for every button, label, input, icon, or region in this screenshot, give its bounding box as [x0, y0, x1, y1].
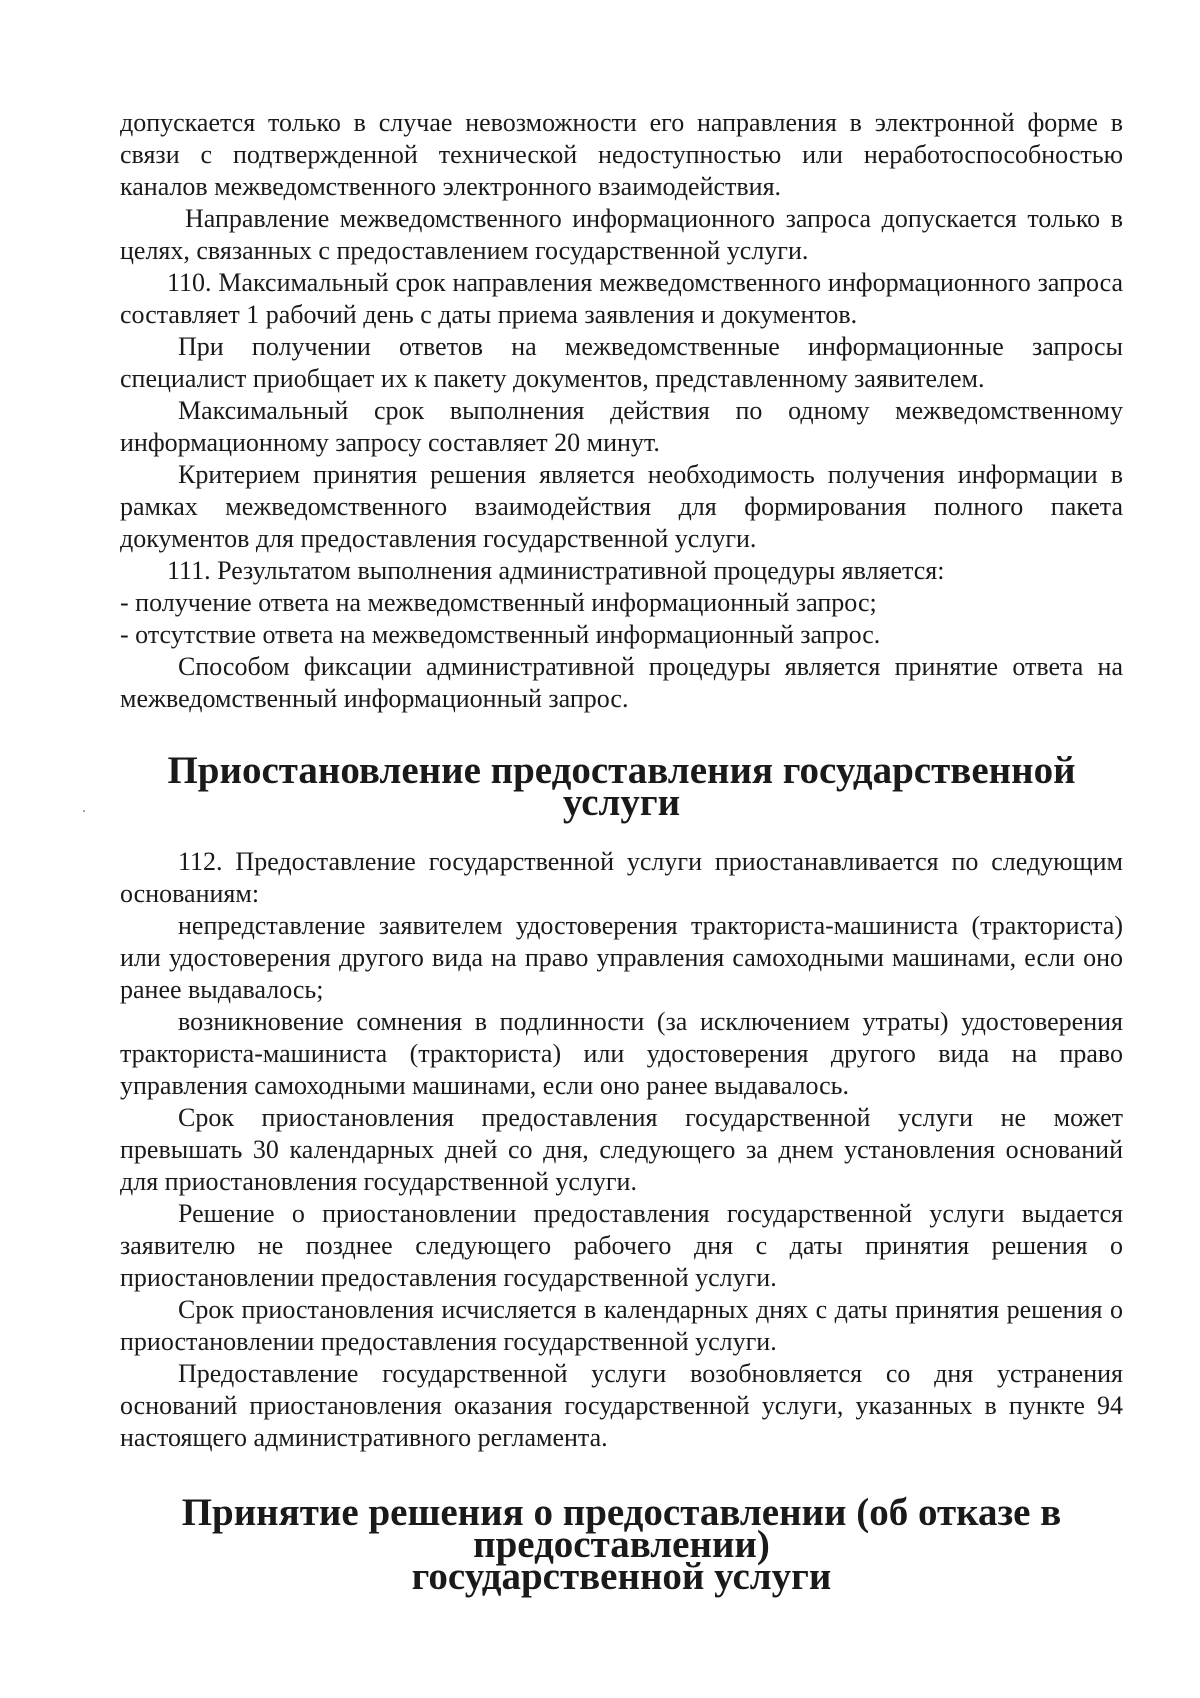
paragraph: Направление межведомственного информационного запроса допускается только в целях, связанных с предоставлением государственной услуги.: [120, 204, 1123, 265]
paragraph-item-110: 110. Максимальный срок направления межведомственного информационного запроса составляет 1 рабочий день с даты приема заявления и документов.: [120, 268, 1123, 329]
paragraph: Решение о приостановлении предоставления государственной услуги выдается заявителю не позднее следующего рабочего дня с даты принятия решения о приостановлении предоставления государственной услуги.: [120, 1199, 1123, 1292]
paragraph: допускается только в случае невозможности его направления в электронной форме в связи с подтвержденной технической недоступностью или неработоспособностью каналов межведомственного электронного взаимодействия.: [120, 108, 1123, 201]
list-item: - получение ответа на межведомственный информационный запрос;: [120, 588, 877, 617]
paragraph-item-111: 111. Результатом выполнения административной процедуры является:: [167, 556, 945, 585]
paragraph: Предоставление государственной услуги возобновляется со дня устранения оснований приостановления оказания государственной услуги, указанных в пункте 94 настоящего административного регламента.: [120, 1359, 1123, 1452]
scan-speck: [83, 810, 85, 812]
section-heading-decision-line2: государственной услуги: [411, 1555, 832, 1598]
paragraph: При получении ответов на межведомственные информационные запросы специалист приобщает их к пакету документов, представленному заявителем.: [120, 332, 1123, 393]
paragraph: Способом фиксации административной процедуры является принятие ответа на межведомственный информационный запрос.: [120, 652, 1123, 713]
paragraph: непредставление заявителем удостоверения тракториста-машиниста (тракториста) или удостоверения другого вида на право управления самоходными машинами, если оно ранее выдавалось;: [120, 911, 1123, 1004]
paragraph: Срок приостановления исчисляется в календарных днях с даты принятия решения о приостановлении предоставления государственной услуги.: [120, 1295, 1123, 1356]
section-heading-decision-line1: Принятие решения о предоставлении (об отказе в предоставлении): [181, 1491, 1062, 1566]
paragraph-item-112: 112. Предоставление государственной услуги приостанавливается по следующим основаниям:: [120, 847, 1123, 908]
paragraph: возникновение сомнения в подлинности (за исключением утраты) удостоверения тракториста-машиниста (тракториста) или удостоверения другого вида на право управления самоходными машинами, если оно ранее выдавалось.: [120, 1007, 1123, 1100]
paragraph: Максимальный срок выполнения действия по одному межведомственному информационному запросу составляет 20 минут.: [120, 396, 1123, 457]
section-heading-decision: [120, 1491, 1123, 1598]
paragraph: Срок приостановления предоставления государственной услуги не может превышать 30 календарных дней со дня, следующего за днем установления оснований для приостановления государственной услуги.: [120, 1103, 1123, 1196]
document-body: [120, 107, 1123, 1598]
paragraph: Критерием принятия решения является необходимость получения информации в рамках межведомственного взаимодействия для формирования полного пакета документов для предоставления государственной услуги.: [120, 460, 1123, 553]
list-item: - отсутствие ответа на межведомственный информационный запрос.: [120, 620, 881, 649]
section-heading-suspension: Приостановление предоставления государственной услуги: [167, 749, 1076, 824]
